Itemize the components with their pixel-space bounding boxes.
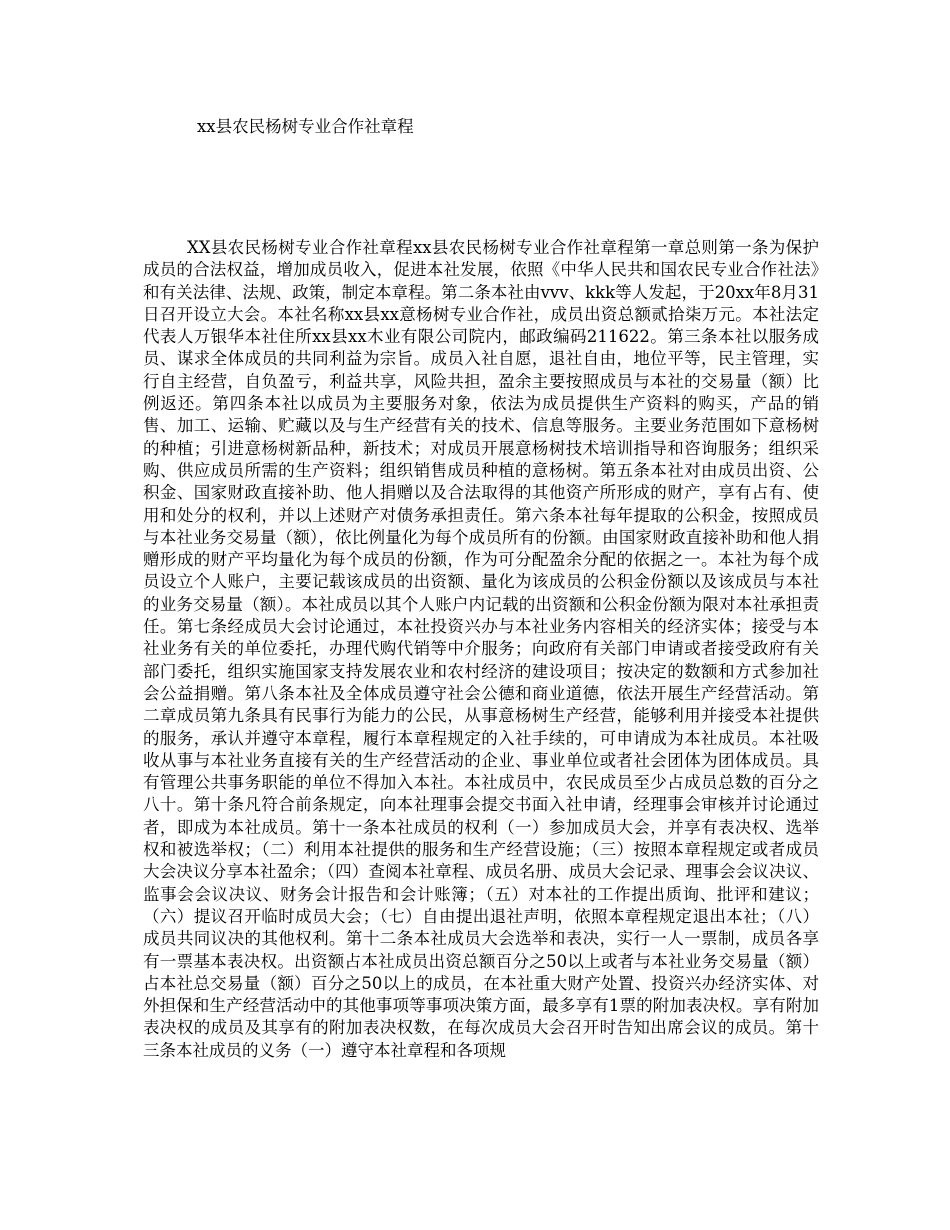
document-title: xx县农民杨树专业合作社章程 — [197, 117, 414, 136]
document-body-text: XX县农民杨树专业合作社章程xx县农民杨树专业合作社章程第一章总则第一条为保护成员的合法权益，增加成员收入，促进本社发展，依照《中华人民共和国农民专业合作社法》和有关法律、法规、政策，制定本章程。第二条本社由vvv、kkk等人发起，于20xx年8月31日召开设立大会。本社名称xx县xx意杨树专业合作社，成员出资总额贰拾柒万元。本社法定代表人万银华本社住所xx县xx木业有限公司院内，邮政编码211622。第三条本社以服务成员、谋求全体成员的共同利益为宗旨。成员入社自愿，退社自由，地位平等，民主管理，实行自主经营，自负盈亏，利益共享，风险共担，盈余主要按照成员与本社的交易量（额）比例返还。第四条本社以成员为主要服务对象，依法为成员提供生产资料的购买，产品的销售、加工、运输、贮藏以及与生产经营有关的技术、信息等服务。主要业务范围如下意杨树的种植；引进意杨树新品种，新技术；对成员开展意杨树技术培训指导和咨询服务；组织采购、供应成员所需的生产资料；组织销售成员种植的意杨树。第五条本社对由成员出资、公积金、国家财政直接补助、他人捐赠以及合法取得的其他资产所形成的财产，享有占有、使用和处分的权利，并以上述财产对债务承担责任。第六条本社每年提取的公积金，按照成员与本社业务交易量（额），依比例量化为每个成员所有的份额。由国家财政直接补助和他人捐赠形成的财产平均量化为每个成员的份额，作为可分配盈余分配的依据之一。本社为每个成员设立个人账户，主要记载该成员的出资额、量化为该成员的公积金份额以及该成员与本社的业务交易量（额）。本社成员以其个人账户内记载的出资额和公积金份额为限对本社承担责任。第七条经成员大会讨论通过，本社投资兴办与本社业务内容相关的经济实体；接受与本社业务有关的单位委托，办理代购代销等中介服务；向政府有关部门申请或者接受政府有关部门委托，组织实施国家支持发展农业和农村经济的建设项目；按决定的数额和方式参加社会公益捐赠。第八条本社及全体成员遵守社会公德和商业道德，依法开展生产经营活动。第二章成员第九条具有民事行为能力的公民，从事意杨树生产经营，能够利用并接受本社提供的服务，承认并遵守本章程，履行本章程规定的入社手续的，可申请成为本社成员。本社吸收从事与本社业务直接有关的生产经营活动的企业、事业单位或者社会团体为团体成员。具有管理公共事务职能的单位不得加入本社。本社成员中，农民成员至少占成员总数的百分之八十。第十条凡符合前条规定，向本社理事会提交书面入社申请，经理事会审核并讨论通过者，即成为本社成员。第十一条本社成员的权利（一）参加成员大会，并享有表决权、选举权和被选举权；（二）利用本社提供的服务和生产经营设施；（三）按照本章程规定或者成员大会决议分享本社盈余；（四）查阅本社章程、成员名册、成员大会记录、理事会会议决议、监事会会议决议、财务会计报告和会计账簿；（五）对本社的工作提出质询、批评和建议；（六）提议召开临时成员大会；（七）自由提出退社声明，依照本章程规定退出本社；（八）成员共同议决的其他权利。第十二条本社成员大会选举和表决，实行一人一票制，成员各享有一票基本表决权。出资额占本社成员出资总额百分之50以上或者与本社业务交易量（额）占本社总交易量（额）百分之50以上的成员，在本社重大财产处置、投资兴办经济实体、对外担保和生产经营活动中的其他事项等事项决策方面，最多享有1票的附加表决权。享有附加表决权的成员及其享有的附加表决权数，在每次成员大会召开时告知出席会议的成员。第十三条本社成员的义务（一）遵守本社章程和各项规 — [143, 238, 819, 1060]
